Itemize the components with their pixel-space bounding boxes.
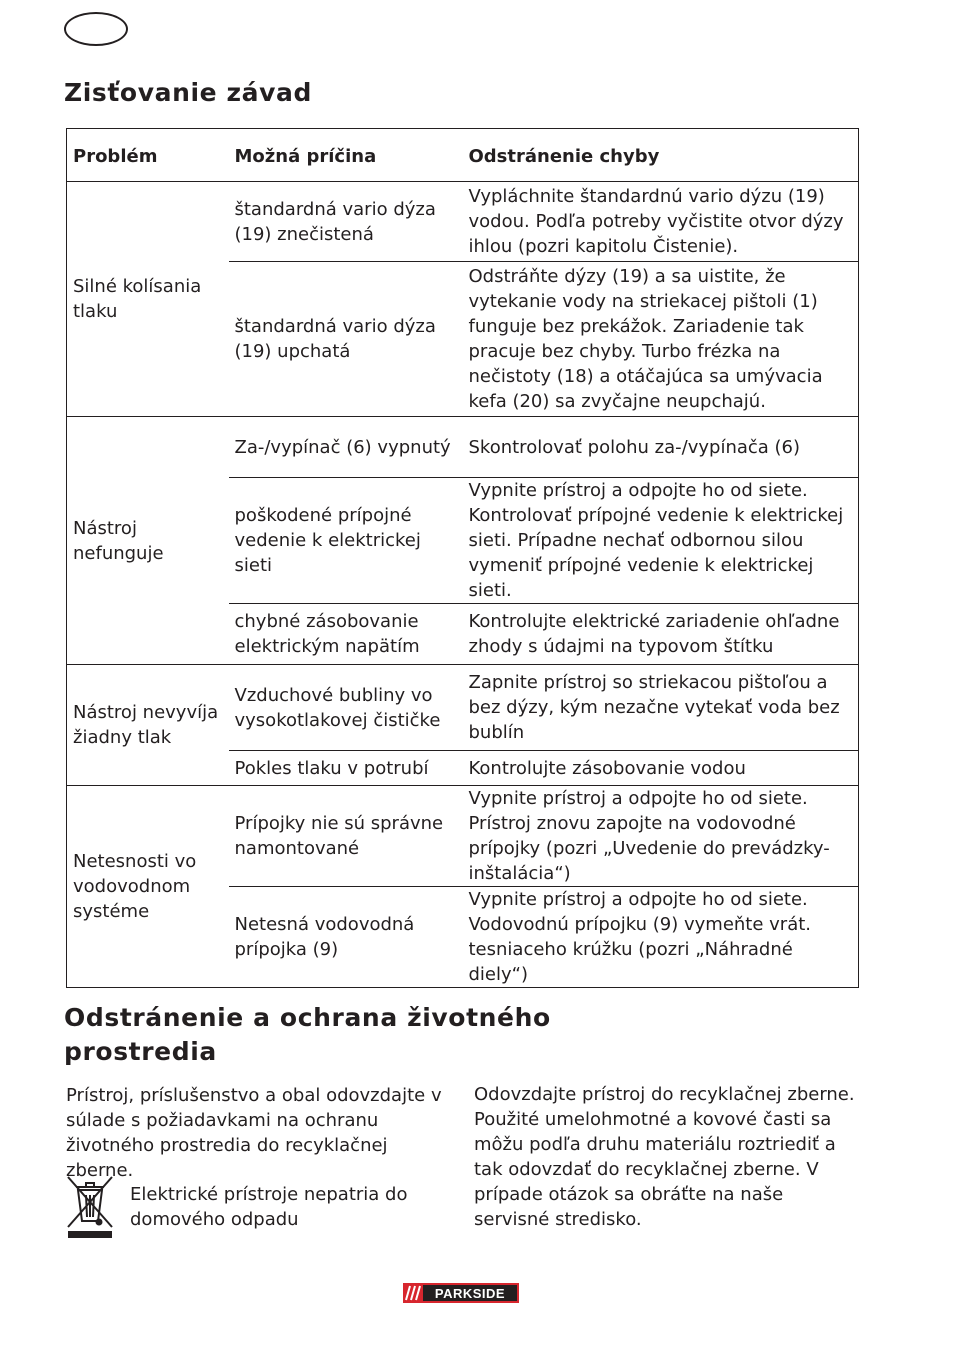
- problem-cell: Netesnosti vo vodovodnom systéme: [67, 786, 229, 988]
- column-header-fix: Odstránenie chyby: [463, 129, 859, 182]
- cause-cell: Prípojky nie sú správne namontované: [229, 786, 463, 887]
- problem-cell: Nástroj nefunguje: [67, 417, 229, 665]
- problem-cell: Nástroj nevyvíja žiadny tlak: [67, 665, 229, 786]
- cause-cell: Netesná vodovodná prípojka (9): [229, 887, 463, 988]
- cause-cell: štandardná vario dýza (19) upchatá: [229, 262, 463, 417]
- table-row: [67, 786, 859, 887]
- fix-cell: Kontrolujte zásobovanie vodou: [463, 751, 859, 786]
- cause-cell: Vzduchové bubliny vo vysokotlakovej čističke: [229, 665, 463, 751]
- cause-cell: chybné zásobovanie elektrickým napätím: [229, 604, 463, 665]
- disposal-text-left: Prístroj, príslušenstvo a obal odovzdajte v súlade s požiadavkami na ochranu životného prostredia do recyklačnej zberne.: [66, 1085, 442, 1181]
- language-badge: [64, 12, 128, 46]
- table-row: [67, 665, 859, 751]
- fix-cell: Zapnite prístroj so striekacou pištoľou a bez dýzy, kým nezačne vytekať voda bez bublín: [463, 665, 859, 751]
- section-title-troubleshooting: Zisťovanie závad: [64, 78, 312, 107]
- fix-cell: Vypnite prístroj a odpojte ho od siete. Vodovodnú prípojku (9) vymeňte vrát. tesniaceho krúžku (pozri „Náhradné diely“): [463, 887, 859, 988]
- parkside-logo: [403, 1283, 519, 1303]
- weee-notice-text: Elektrické prístroje nepatria do domového odpadu: [130, 1184, 408, 1230]
- cause-cell: Za-/vypínač (6) vypnutý: [229, 417, 463, 478]
- brand-name: PARKSIDE: [434, 1286, 506, 1301]
- disposal-text-right: Odovzdajte prístroj do recyklačnej zberne. Použité umelohmotné a kovové časti sa môžu podľa druhu materiálu roztriediť a tak odovzdať do recyklačnej zberne. V prípade otázok sa obráťte na naše servisné stredisko.: [474, 1084, 855, 1230]
- crossed-out-wheelie-bin-icon: [64, 1173, 116, 1243]
- fix-cell: Vypláchnite štandardnú vario dýzu (19) vodou. Podľa potreby vyčistite otvor dýzy ihlou (pozri kapitolu Čistenie).: [463, 182, 859, 262]
- fix-cell: Kontrolujte elektrické zariadenie ohľadne zhody s údajmi na typovom štítku: [463, 604, 859, 665]
- fix-cell: Odstráňte dýzy (19) a sa uistite, že vytekanie vody na striekacej pištoli (1) funguje bez prekážok. Zariadenie tak pracuje bez chyby. Turbo frézka na nečistoty (18) a otáčajúca sa umývacia kefa (20) sa zvyčajne neupchajú.: [463, 262, 859, 417]
- fix-cell: Vypnite prístroj a odpojte ho od siete. Prístroj znovu zapojte na vodovodné prípojky (pozri „Uvedenie do prevádzky-inštalácia“): [463, 786, 859, 887]
- fix-cell: Vypnite prístroj a odpojte ho od siete. Kontrolovať prípojné vedenie k elektrickej sieti. Prípadne nechať odbornou silou vymeniť prípojné vedenie k elektrickej sieti.: [463, 478, 859, 604]
- section-title-environment: Odstránenie a ochrana životného prostredia: [64, 1003, 551, 1066]
- fix-cell: Skontrolovať polohu za-/vypínača (6): [463, 417, 859, 478]
- troubleshooting-table: [66, 128, 859, 988]
- column-header-problem: Problém: [67, 129, 229, 182]
- table-header-row: [67, 129, 859, 182]
- cause-cell: Pokles tlaku v potrubí: [229, 751, 463, 786]
- table-row: [67, 417, 859, 478]
- cause-cell: poškodené prípojné vedenie k elektrickej sieti: [229, 478, 463, 604]
- table-row: [67, 182, 859, 262]
- cause-cell: štandardná vario dýza (19) znečistená: [229, 182, 463, 262]
- problem-cell: Silné kolísania tlaku: [67, 182, 229, 417]
- column-header-cause: Možná príčina: [229, 129, 463, 182]
